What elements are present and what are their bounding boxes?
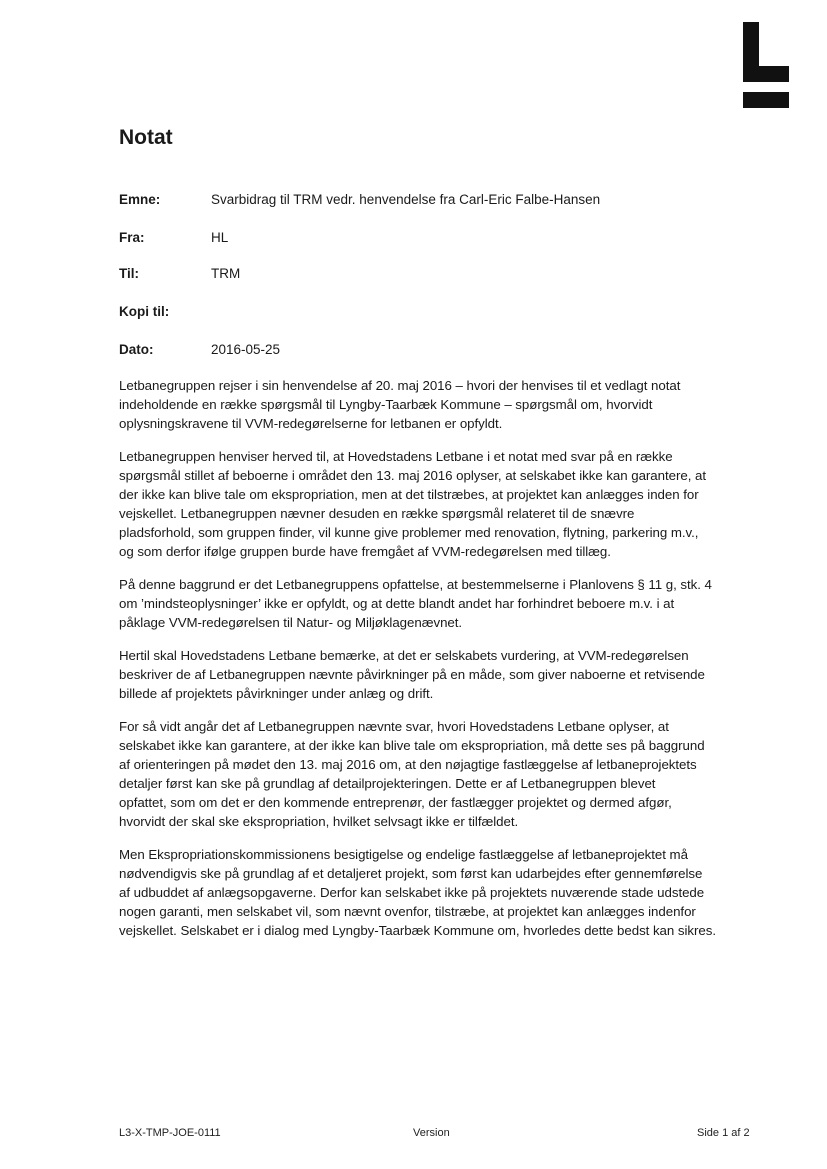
field-value: 2016-05-25 [211, 342, 281, 357]
company-logo [743, 22, 789, 108]
footer-version: Version [413, 1127, 450, 1139]
text-line: nogen garanti, men selskabet vil, som nævnt ovenfor, tilstræbe, at projektet kan anlægges indenfor [119, 904, 696, 919]
text-line: hvorvidt der skal ske ekspropriation, hvilket selvsagt ikke er tilfældet. [119, 814, 519, 829]
field-label: Dato: [119, 342, 154, 357]
text-line: vejskellet. Letbanegruppen nævner desuden en række spørgsmål relateret til de snævre [119, 506, 635, 521]
text-line: selskabet ikke kan garantere, at der ikke kan blive tale om ekspropriation, må dette ses på baggrund [119, 738, 705, 753]
paragraph [119, 376, 759, 433]
text-line: På denne baggrund er det Letbanegruppens opfattelse, at bestemmelserne i Planlovens § 11 g, stk. 4 [119, 577, 712, 592]
text-line: spørgsmål stillet af beboerne i området den 13. maj 2016 oplyser, at selskabet ikke kan garantere, at [119, 468, 706, 483]
paragraph [119, 447, 759, 561]
text-line: Men Ekspropriationskommissionens besigtigelse og endelige fastlæggelse af letbaneprojektet må [119, 847, 688, 862]
field-label: Fra: [119, 230, 145, 245]
text-line: af udbuddet af anlægsopgaverne. Derfor kan selskabet ikke på projektets nuværende stade udstede [119, 885, 705, 900]
text-line: vejskellet. Selskabet er i dialog med Lyngby-Taarbæk Kommune om, hvorledes dette bedst kan sikres. [119, 923, 716, 938]
document-body [119, 376, 759, 954]
text-line: og som derfor ifølge gruppen burde have fremgået af VVM-redegørelsen med tillæg. [119, 544, 611, 559]
paragraph [119, 717, 759, 831]
text-line: pladsforhold, som gruppen finder, vil kunne give problemer med renovation, flytning, parkering m.v., [119, 525, 699, 540]
text-line: indeholdende en række spørgsmål til Lyngby-Taarbæk Kommune – spørgsmål om, hvorvidt [119, 397, 653, 412]
paragraph [119, 575, 759, 632]
field-label: Emne: [119, 192, 161, 207]
field-value: TRM [211, 266, 241, 281]
text-line: For så vidt angår det af Letbanegruppen nævnte svar, hvori Hovedstadens Letbane oplyser, at [119, 719, 669, 734]
field-value: Svarbidrag til TRM vedr. henvendelse fra Carl-Eric Falbe-Hansen [211, 192, 601, 207]
footer-template-id: L3-X-TMP-JOE-0111 [119, 1127, 221, 1139]
text-line: nødvendigvis ske på grundlag af et detaljeret projekt, som først kan udarbejdes efter gennemførelse [119, 866, 703, 881]
text-line: detaljer først kan ske på grundlag af detailprojekteringen. Dette er af Letbanegruppen blevet [119, 776, 656, 791]
text-line: Hertil skal Hovedstadens Letbane bemærke, at det er selskabets vurdering, at VVM-redegørelsen [119, 648, 689, 663]
text-line: oplysningskravene til VVM-redegørelserne for letbanen er opfyldt. [119, 416, 503, 431]
field-label: Til: [119, 266, 139, 281]
field-label: Kopi til: [119, 304, 170, 319]
text-line: opfattet, som om det er den kommende entreprenør, der fastlægger projektet og dermed afgør, [119, 795, 672, 810]
text-line: beskriver de af Letbanegruppen nævnte påvirkninger på en måde, som giver naboerne et retvisende [119, 667, 705, 682]
text-line: påklage VVM-redegørelsen til Natur- og Miljøklagenævnet. [119, 615, 463, 630]
field-value: HL [211, 230, 229, 245]
text-line: billede af projektets påvirkninger under anlæg og drift. [119, 686, 434, 701]
document-title: Notat [119, 126, 173, 149]
paragraph [119, 845, 759, 940]
text-line: af orienteringen på mødet den 13. maj 2016 om, at den nøjagtige fastlæggelse af letbaneprojektets [119, 757, 697, 772]
text-line: Letbanegruppen rejser i sin henvendelse af 20. maj 2016 – hvori der henvises til et vedlagt notat [119, 378, 681, 393]
text-line: der ikke kan blive tale om ekspropriation, men at det tilstræbes, at projektet kan anlægges inden for [119, 487, 699, 502]
text-line: Letbanegruppen henviser herved til, at Hovedstadens Letbane i et notat med svar på en række [119, 449, 673, 464]
text-line: om ’mindsteoplysninger’ ikke er opfyldt, og at dette blandt andet har forhindret beboere m.v. i at [119, 596, 675, 611]
footer-page-number: Side 1 af 2 [697, 1127, 750, 1139]
paragraph [119, 646, 759, 703]
